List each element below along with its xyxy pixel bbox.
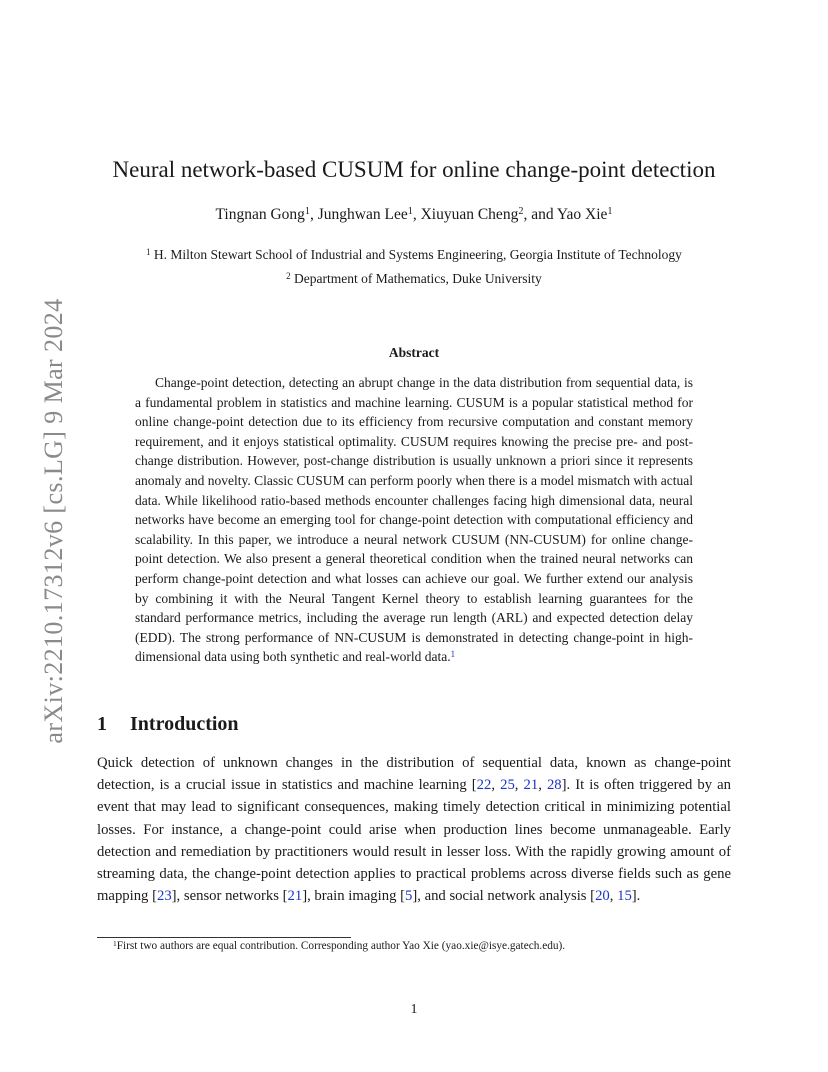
author-name: Junghwan Lee: [317, 206, 408, 223]
intro-text: ,: [609, 888, 618, 905]
intro-text: ,: [514, 777, 524, 794]
author-separator: ,: [310, 206, 318, 223]
affiliation-mark: 1: [146, 247, 151, 257]
citation-link[interactable]: 21: [523, 777, 539, 794]
abstract-body: [135, 373, 693, 667]
author-name: Xiuyuan Cheng: [420, 206, 519, 223]
footnote-text: First two authors are equal contribution. Corresponding author Yao Xie (yao.xie@isye.gatech.edu).: [116, 940, 566, 952]
affiliation-text: H. Milton Stewart School of Industrial and Systems Engineering, Georgia Institute of Technology: [153, 247, 682, 262]
footnote-mark: 1: [113, 938, 117, 948]
citation-link[interactable]: 15: [617, 888, 632, 905]
intro-text: ], sensor networks [: [171, 888, 288, 905]
citation-link[interactable]: 20: [595, 888, 610, 905]
author-name: Tingnan Gong: [215, 206, 305, 223]
section-number: 1: [97, 713, 107, 735]
intro-text: ]. It is often triggered by an event that may lead to significant consequences, making timely detection critical in minimizing potential losses. For instance, a change-point could arise when production lines become unmanageable. Early detection and remediation by practitioners would result in lesser loss. With the rapidly growing amount of streaming data, the change-point detection applies to practical problems across diverse fields such as gene mapping [: [97, 777, 732, 905]
author-affiliation-mark: 2: [518, 206, 524, 218]
citation-link[interactable]: 25: [500, 777, 515, 794]
citation-link[interactable]: 23: [156, 888, 172, 905]
footnote-link[interactable]: 1: [450, 649, 456, 660]
author-list: [0, 206, 828, 224]
footnote-divider: [97, 937, 351, 938]
intro-text: ].: [631, 888, 641, 905]
intro-text: Quick detection of unknown changes in the distribution of sequential data, known as change-point detection, is a crucial issue in statistics and machine learning [: [97, 755, 731, 794]
abstract-text: Change-point detection, detecting an abrupt change in the data distribution from sequential data, is a fundamental problem in statistics and machine learning. CUSUM is a popular statistical method for online change-point detection due to its efficiency from recursive computation and constant memory requirement, and it enjoys statistical optimality. CUSUM requires knowing the precise pre- and post-change distribution. However, post-change distribution is usually unknown a priori since it represents anomaly and novelty. Classic CUSUM can perform poorly when there is a model mismatch with actual data. While likelihood ratio-based methods encounter challenges facing high dimensional data, neural networks have become an emerging tool for change-point detection with computational efficiency and scalability. In this paper, we introduce a neural network CUSUM (NN-CUSUM) for online change-point detection. We also present a general theoretical condition when the trained neural networks can perform change-point detection and what losses can achieve our goal. We further extend our analysis by combining it with the Neural Tangent Kernel theory to establish learning guarantees for the standard performance metrics, including the average run length (ARL) and expected detection delay (EDD). The strong performance of NN-CUSUM is demonstrated in detecting change-point in high-dimensional data using both synthetic and real-world data.: [135, 375, 693, 665]
page-number: 1: [410, 1002, 418, 1017]
author-affiliation-mark: 1: [607, 206, 613, 218]
abstract-heading: Abstract: [388, 345, 440, 360]
citation-link[interactable]: 28: [546, 777, 562, 794]
intro-text: ], and social network analysis [: [412, 888, 596, 905]
arxiv-identifier-stamp: arXiv:2210.17312v6 [cs.LG] 9 Mar 2024: [39, 298, 68, 744]
author-affiliation-mark: 1: [304, 206, 311, 218]
citation-link[interactable]: 22: [476, 777, 492, 794]
affiliation-1: [0, 247, 828, 263]
citation-link[interactable]: 5: [404, 888, 413, 905]
affiliation-2: [0, 271, 828, 287]
citation-link[interactable]: 21: [287, 888, 303, 905]
intro-text: ], brain imaging [: [302, 888, 405, 905]
intro-text: ,: [491, 777, 501, 794]
introduction-paragraph: [97, 752, 731, 907]
author-separator: ,: [412, 206, 421, 223]
author-affiliation-mark: 1: [407, 206, 413, 218]
affiliation-mark: 2: [286, 271, 291, 281]
author-name: Yao Xie: [556, 206, 608, 223]
section-heading: [97, 713, 239, 736]
intro-text: ,: [538, 777, 547, 794]
affiliation-text: Department of Mathematics, Duke University: [294, 271, 542, 286]
author-separator: , and: [523, 206, 557, 223]
paper-title: Neural network-based CUSUM for online change-point detection: [112, 157, 716, 182]
section-title: Introduction: [130, 713, 239, 735]
footnote: [97, 940, 737, 952]
